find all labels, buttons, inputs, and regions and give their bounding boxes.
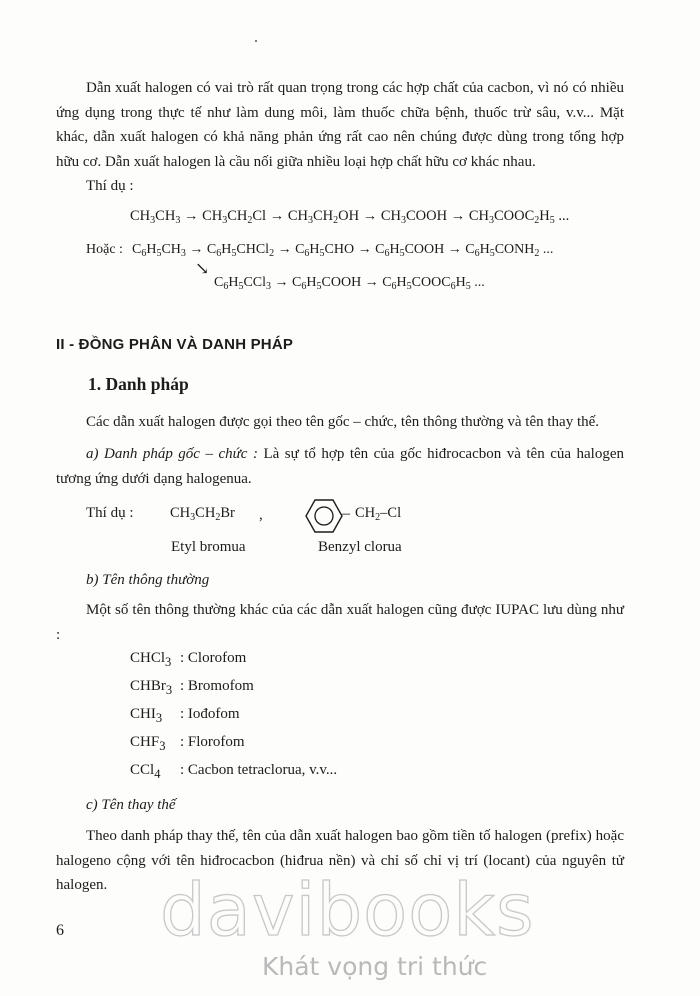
ink-speck: [255, 40, 257, 42]
page-number: 6: [56, 922, 64, 939]
benzene-ring-icon: [304, 499, 344, 533]
publisher-slogan: Khát vọng tri thức: [262, 952, 488, 981]
part-c-label: c) Tên thay thế: [86, 797, 176, 813]
part-a-label: a) Danh pháp gốc – chức :: [86, 446, 258, 462]
common-name-label: : Cacbon tetraclorua, v.v...: [180, 762, 338, 778]
ethyl-bromide-formula: $CH_3CH_2Br$: [170, 505, 235, 523]
part-b-label: b) Tên thông thường: [86, 572, 210, 588]
publisher-watermark: davibooks: [160, 868, 535, 952]
nomenclature-intro: Các dẫn xuất halogen được gọi theo tên gốc – chức, tên thông thường và tên thay thế.: [86, 414, 600, 430]
benzyl-chloride-name: Benzyl clorua: [318, 539, 402, 555]
part-a-paragraph: [56, 442, 624, 491]
benzyl-group-formula: $CH_2-Cl$: [355, 505, 402, 523]
common-name-label: : Iođofom: [180, 706, 240, 722]
section-title: II - ĐỒNG PHÂN VÀ DANH PHÁP: [56, 336, 294, 353]
reaction-chain-2: $C_6H_5CH_3$ → $C_6H_5CHCl_2 \to C_6H_5CHO$ → $C_6H_5COOH$ → $C_6H_5CONH_2$ ...: [132, 242, 554, 259]
common-name-label: : Florofom: [180, 734, 245, 750]
common-name-formula: CHCl$_3$: [130, 650, 172, 669]
common-name-item: [130, 678, 254, 698]
intro-paragraph: Dẫn xuất halogen có vai trò rất quan trọng trong các hợp chất của cacbon, vì nó có nhiều ứng dụng trong thực tế như làm dung môi, làm thuốc chữa bệnh, thuốc trừ sâu, v.v... Mặt khác, dẫn xuất halogen có khả năng phản ứng rất cao nên chúng được dùng trong tổng hợp hữu cơ. Dẫn xuất halogen là cầu nối giữa nhiều loại hợp chất hữu cơ khác nhau.: [56, 80, 624, 170]
common-name-formula: $CHF_3$: [130, 734, 166, 753]
reaction-chain-1: $CH_3CH_3 \to CH_3CH_2Cl \to CH_3CH_2OH$ → $CH_3COOH$ → $CH_3COOC_2H_5$ ...: [130, 208, 570, 226]
part-a-example-label: Thí dụ :: [86, 505, 134, 521]
common-name-item: [130, 734, 245, 754]
or-label: Hoặc :: [86, 242, 123, 257]
common-name-formula: $CHI_3$: [130, 706, 163, 725]
subsection-title: 1. Danh pháp: [88, 374, 189, 394]
common-name-item: [130, 762, 338, 782]
reaction-chain-3: $C_6H_5CCl_3$ → $C_6H_5COOH$ → $C_6H_5COOC_6H_5$ ...: [214, 275, 485, 292]
branch-arrow-icon: ↘: [195, 259, 210, 278]
example-separator: ,: [259, 507, 263, 523]
bond-line: –: [342, 505, 350, 522]
example-label: Thí dụ :: [86, 178, 134, 194]
common-name-item: [130, 650, 247, 670]
common-name-label: : Bromofom: [180, 678, 254, 694]
common-name-label: : Clorofom: [180, 650, 247, 666]
common-name-item: [130, 706, 240, 726]
common-name-formula: CHBr$_3$: [130, 678, 173, 697]
part-c-paragraph: Theo danh pháp thay thế, tên của dẫn xuất halogen bao gồm tiền tố halogen (prefix) hoặc halogeno cộng với tên hiđrocacbon (hiđrua nền) và chỉ số chỉ vị trí (locant) của nguyên tử halogen.: [56, 828, 624, 893]
part-a-text: Là sự tổ hợp tên của gốc hiđrocacbon và tên của halogen tương ứng dưới dạng halogenua.: [56, 446, 624, 487]
common-name-formula: CCl$_4$: [130, 762, 161, 781]
part-b-paragraph: Một số tên thông thường khác của các dẫn xuất halogen cũng được IUPAC lưu dùng như :: [56, 602, 624, 643]
ethyl-bromide-name: Etyl bromua: [171, 539, 246, 555]
